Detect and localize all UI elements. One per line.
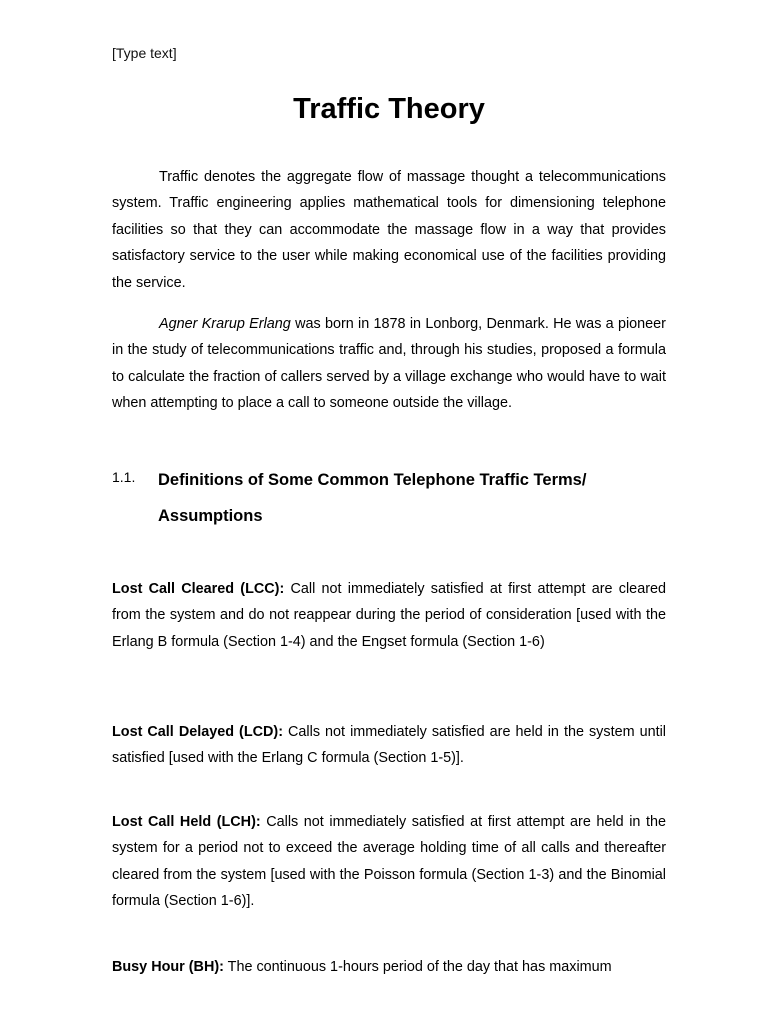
erlang-name: Agner Krarup Erlang [159,316,291,332]
definition-term: Lost Call Held (LCH): [112,814,261,830]
paragraph-traffic-definition [112,164,666,296]
document-title: Traffic Theory [293,93,485,125]
definition-text: Call not immediately satisfied at first attempt are cleared from the system and do not reappear during the period of consideration [used with the Erlang B formula (Section 1-4) and the Engset formula (Section 1-6) [112,581,666,650]
section-number: 1.1. [112,469,136,485]
paragraph-erlang-history [112,311,666,417]
definition-text: The continuous 1-hours period of the day that has maximum [223,959,612,975]
header-placeholder-text: [Type text] [112,45,177,61]
definition-bh [112,954,666,980]
paragraph-text: Traffic denotes the aggregate flow of massage thought a telecommunications system. Traffic engineering applies mathematical tools for dimensioning telephone facilities so that they can accommodate the massage flow in a way that provides satisfactory service to the user while making economical use of the facilities providing the service. [112,169,666,291]
definition-term: Busy Hour (BH): [112,959,224,975]
paragraph-text: was born in 1878 in Lonborg, Denmark. He was a pioneer in the study of telecommunications traffic and, through his studies, proposed a formula to calculate the fraction of callers served by a village exchange who would have to wait when attempting to place a call to someone outside the village. [112,316,666,412]
definition-lcc [112,576,666,655]
definition-lch [112,809,666,915]
definition-text: Calls not immediately satisfied are held in the system until satisfied [used with the Erlang C formula (Section 1-5)]. [112,724,666,767]
definition-term: Lost Call Delayed (LCD): [112,724,283,740]
definition-lcd [112,719,666,772]
definition-text: Calls not immediately satisfied at first attempt are held in the system for a period not to exceed the average holding time of all calls and thereafter cleared from the system [used with the Poisson formula (Section 1-3) and the Binomial formula (Section 1-6)]. [112,814,666,910]
section-title: Definitions of Some Common Telephone Traffic Terms/ Assumptions [158,471,587,525]
definition-term: Lost Call Cleared (LCC): [112,581,285,597]
